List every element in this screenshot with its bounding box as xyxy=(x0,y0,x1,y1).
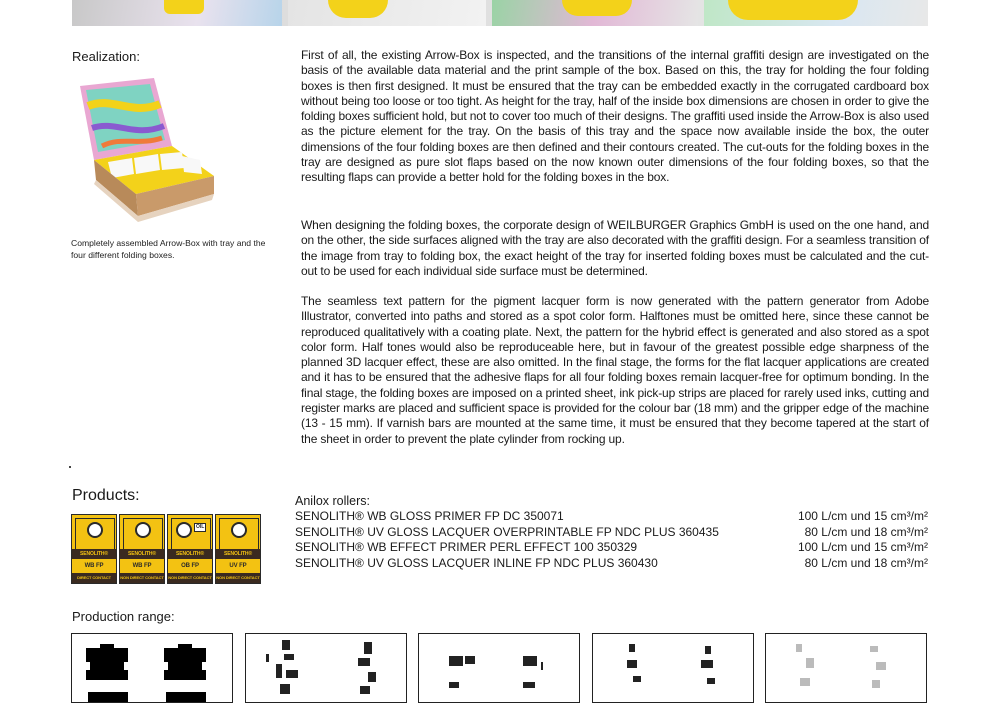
print-form-thumbnail xyxy=(71,633,233,703)
anilox-product: SENOLITH® UV GLOSS LACQUER INLINE FP NDC PLUS 360430 xyxy=(295,555,658,570)
badge-brand: SENOLITH® xyxy=(72,549,116,559)
product-badge xyxy=(119,514,165,584)
print-form-thumbnail xyxy=(765,633,927,703)
products-heading: Products: xyxy=(72,487,140,504)
badge-note: NON DIRECT CONTACT xyxy=(216,573,260,583)
banner-tile-1 xyxy=(72,0,282,26)
stray-dot xyxy=(69,466,71,468)
badge-name: UV FP xyxy=(216,561,260,571)
badge-name: WB FP xyxy=(120,561,164,571)
photo-caption: Completely assembled Arrow-Box with tray and the four different folding boxes. xyxy=(71,238,266,260)
badge-note: NON DIRECT CONTACT xyxy=(168,573,212,583)
badge-picture xyxy=(123,518,163,550)
product-badges xyxy=(71,514,263,584)
banner-tile-3 xyxy=(492,0,698,26)
plate-icon xyxy=(231,522,247,538)
anilox-title: Anilox rollers: xyxy=(295,494,371,508)
anilox-row xyxy=(295,540,935,555)
anilox-rollers xyxy=(295,494,935,571)
print-form-thumbnail xyxy=(245,633,407,703)
plate-icon xyxy=(135,522,151,538)
paragraph-3: The seamless text pattern for the pigment lacquer form is now generated with the pattern generator from Adobe Illustrator, converted into paths and stored as a spot color form. Halftones must be omitted here, since these cannot be reproduced qualitatively with a coating plate. Next, the pattern for the hybrid effect is generated and also stored as a spot color form. Half tones would also be reproduceable here, but in favour of the greatest possible edge sharpness of the planned 3D lacquer effect, these are also omitted. In the final stage, the forms for the flat lacquer applications are created and it has to be ensured that the adhesive flaps for all four folding boxes remain lacquer-free for optimum bonding. In the final stage, the folding boxes are imposed on a printed sheet, ink pick-up strips are placed for rarely used inks, cutting and register marks are placed and sufficient space is provided for the colour bar (18 mm) and the gripper edge of the machine (13 - 15 mm). If varnish bars are mounted at the same time, it must be ensured that they become tapered at the start of the sheet in order to prevent the plate cylinder from rocking up. xyxy=(301,294,929,446)
badge-picture xyxy=(219,518,259,550)
anilox-value: 80 L/cm und 18 cm³/m² xyxy=(804,555,928,570)
badge-picture xyxy=(75,518,115,550)
badge-name: OB FP xyxy=(168,561,212,571)
anilox-value: 100 L/cm und 15 cm³/m² xyxy=(797,509,928,524)
print-form-thumbnail xyxy=(418,633,580,703)
arrow-box-photo xyxy=(72,76,222,224)
realization-heading: Realization: xyxy=(72,49,140,64)
product-badge xyxy=(167,514,213,584)
badge-picture xyxy=(171,518,211,550)
plate-icon xyxy=(176,522,192,538)
banner-tile-2 xyxy=(288,0,486,26)
paragraph-1: First of all, the existing Arrow-Box is inspected, and the transitions of the internal graffiti design are investigated on the basis of the available data material and the print sample of the box. Based on this, the tray for holding the four folding boxes is then first designed. It must be ensured that the tray can be embedded exactly in the corrugated cardboard box without being too loose or too tight. As height for the tray, half of the inside box dimensions are chosen in order to give the folding boxes sufficient hold, but not to cover too much of their designs. The graffiti used inside the Arrow-Box is also used as the picture element for the tray. On the basis of this tray and the space now available inside the box, the outer dimensions of the four folding boxes are then defined and their contours created. The cut-outs for the folding boxes in the tray are designed as pure slot flaps based on the now known outer dimensions of the four folding boxes, so that the resulting flaps can provide a better hold for the folding boxes in the box. xyxy=(301,48,929,185)
badge-name: WB FP xyxy=(72,561,116,571)
product-badge xyxy=(71,514,117,584)
plate-icon xyxy=(87,522,103,538)
anilox-row xyxy=(295,509,935,524)
badge-brand: SENOLITH® xyxy=(216,549,260,559)
paragraph-2: When designing the folding boxes, the corporate design of WEILBURGER Graphics GmbH is used on the one hand, and on the other, the side surfaces aligned with the tray are also decorated with the graffiti design. For a seamless transition of the image from tray to folding box, the exact height of the tray for inserted folding boxes must be calculated and the cut-out to be used for each individual side surface must be determined. xyxy=(301,218,929,278)
badge-note: NON DIRECT CONTACT xyxy=(120,573,164,583)
product-badge xyxy=(215,514,261,584)
anilox-value: 80 L/cm und 18 cm³/m² xyxy=(804,524,928,539)
anilox-row xyxy=(295,525,935,540)
anilox-product: SENOLITH® WB GLOSS PRIMER FP DC 350071 xyxy=(295,509,564,524)
anilox-product: SENOLITH® WB EFFECT PRIMER PERL EFFECT 100 350329 xyxy=(295,540,638,555)
badge-brand: SENOLITH® xyxy=(120,549,164,559)
badge-note: DIRECT CONTACT xyxy=(72,573,116,583)
print-form-thumbnail xyxy=(592,633,754,703)
badge-brand: SENOLITH® xyxy=(168,549,212,559)
anilox-value: 100 L/cm und 15 cm³/m² xyxy=(797,540,928,555)
production-range-thumbnails xyxy=(71,633,931,700)
header-image-strip xyxy=(72,0,928,26)
oil-tag: OIL xyxy=(196,524,205,530)
production-range-heading: Production range: xyxy=(72,609,175,624)
anilox-row xyxy=(295,556,935,571)
anilox-product: SENOLITH® UV GLOSS LACQUER OVERPRINTABLE FP NDC PLUS 360435 xyxy=(295,524,719,539)
banner-tile-4 xyxy=(704,0,928,26)
